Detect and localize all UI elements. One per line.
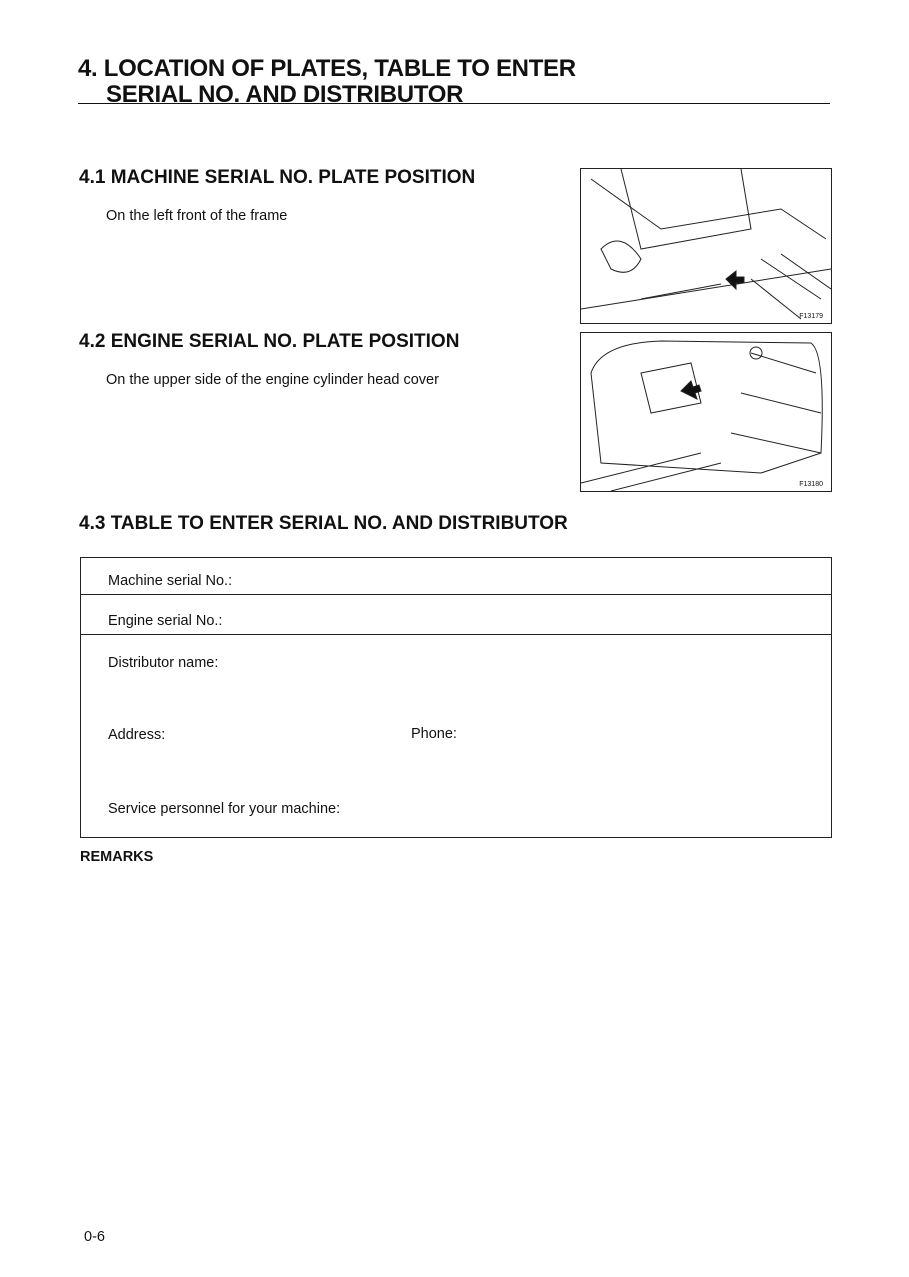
- section-4-1-heading: 4.1 MACHINE SERIAL NO. PLATE POSITION: [79, 167, 476, 188]
- frame-illustration: [581, 169, 831, 323]
- machine-plate-figure: [580, 168, 832, 324]
- page-number: 0-6: [84, 1229, 105, 1245]
- engine-serial-label: Engine serial No.:: [108, 613, 223, 629]
- distributor-name-label: Distributor name:: [108, 655, 219, 671]
- machine-serial-label: Machine serial No.:: [108, 573, 233, 589]
- title-rule: [78, 103, 830, 104]
- phone-label: Phone:: [411, 726, 457, 742]
- figure-label: F13180: [799, 481, 823, 488]
- page-title: [78, 56, 576, 108]
- section-4-2-heading: 4.2 ENGINE SERIAL NO. PLATE POSITION: [79, 331, 460, 352]
- section-4-2-text: On the upper side of the engine cylinder head cover: [106, 372, 439, 388]
- engine-plate-figure: [580, 332, 832, 492]
- engine-illustration: [581, 333, 831, 491]
- address-label: Address:: [108, 727, 166, 743]
- serial-distributor-table: [80, 557, 832, 838]
- figure-label: F13179: [799, 313, 823, 320]
- service-personnel-label: Service personnel for your machine:: [108, 801, 341, 817]
- section-4-3-heading: 4.3 TABLE TO ENTER SERIAL NO. AND DISTRIBUTOR: [79, 513, 568, 534]
- remarks-heading: REMARKS: [80, 849, 154, 865]
- title-line-1: 4. LOCATION OF PLATES, TABLE TO ENTER: [78, 55, 576, 82]
- title-line-2: SERIAL NO. AND DISTRIBUTOR: [106, 81, 464, 108]
- section-4-1-text: On the left front of the frame: [106, 208, 288, 224]
